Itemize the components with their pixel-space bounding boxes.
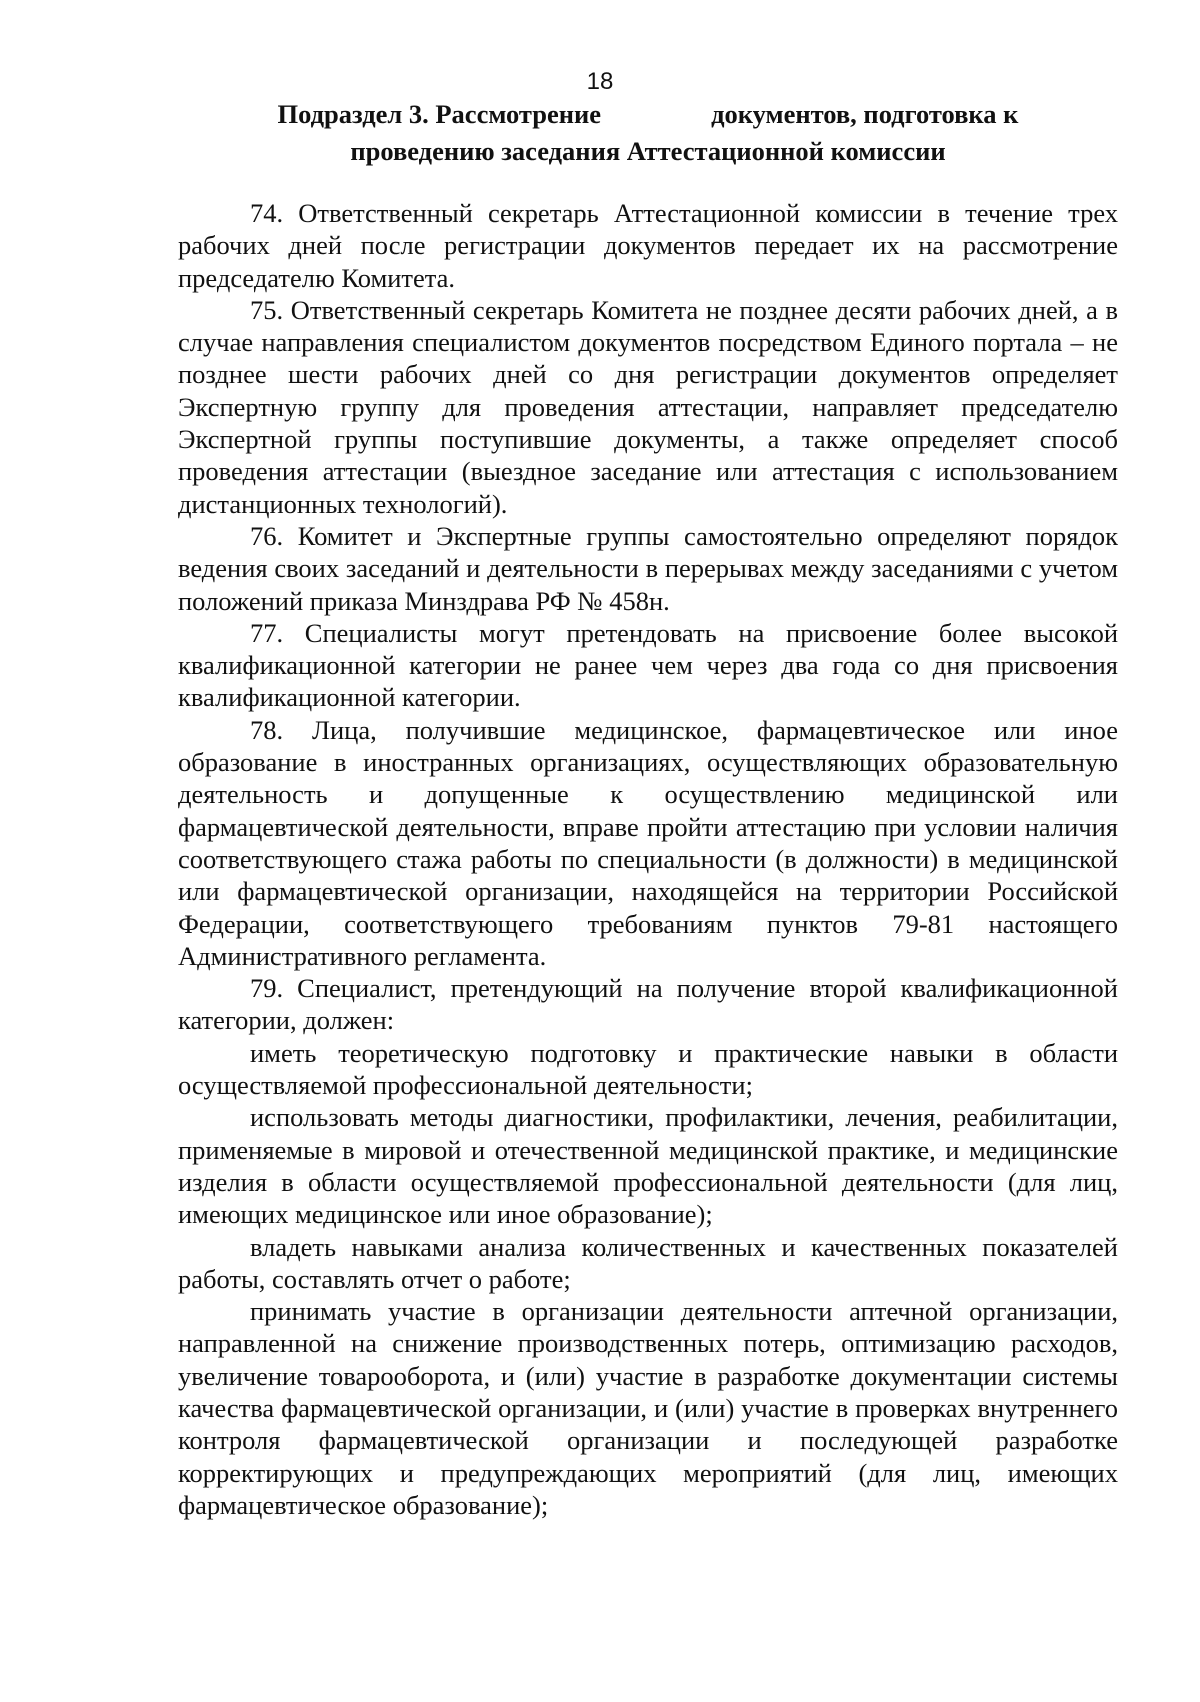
heading-line-2: проведению заседания Аттестационной комиссии — [350, 136, 946, 166]
paragraph-79: 79. Специалист, претендующий на получение второй квалификационной категории, должен: — [178, 973, 1118, 1036]
page-number: 18 — [586, 68, 614, 95]
paragraph-75: 75. Ответственный секретарь Комитета не позднее десяти рабочих дней, а в случае направления специалистом документов посредством Единого портала – не позднее шести рабочих дней со дня регистрации документов определяет Экспертную группу для проведения аттестации, направляет председателю Экспертной группы поступившие документы, а также определяет способ проведения аттестации (выездное заседание или аттестация с использованием дистанционных технологий). — [178, 294, 1118, 519]
heading-part-2: документов, подготовка к — [711, 99, 1019, 129]
paragraph-74: 74. Ответственный секретарь Аттестационной комиссии в течение трех рабочих дней после регистрации документов передает их на рассмотрение председателю Комитета. — [178, 198, 1118, 293]
paragraph-78: 78. Лица, получившие медицинское, фармацевтическое или иное образование в иностранных организациях, осуществляющих образовательную деятельность и допущенные к осуществлению медицинской или фармацевтической деятельности, вправе пройти аттестацию при условии наличия соответствующего стажа работы по специальности (в должности) в медицинской или фармацевтической организации, находящейся на территории Российской Федерации, соответствующего требованиям пунктов 79-81 настоящего Административного регламента. — [178, 714, 1118, 971]
requirement-item: принимать участие в организации деятельности аптечной организации, направленной на снижение производственных потерь, оптимизацию расходов, увеличение товарооборота, и (или) участие в разработке документации системы качества фармацевтической организации, и (или) участие в проверках внутреннего контроля фармацевтической организации и последующей разработке корректирующих и предупреждающих мероприятий (для лиц, имеющих фармацевтическое образование); — [178, 1296, 1118, 1520]
requirement-item: иметь теоретическую подготовку и практические навыки в области осуществляемой профессиональной деятельности; — [178, 1037, 1118, 1101]
requirement-item: использовать методы диагностики, профилактики, лечения, реабилитации, применяемые в мировой и отечественной медицинской практике, и медицинские изделия в области осуществляемой профессиональной деятельности (для лиц, имеющих медицинское или иное образование); — [178, 1102, 1118, 1230]
requirement-item: владеть навыками анализа количественных и качественных показателей работы, составлять отчет о работе; — [178, 1231, 1118, 1294]
heading-part-1: Подраздел 3. Рассмотрение — [277, 99, 602, 129]
section-heading — [178, 96, 1118, 170]
document-body — [178, 197, 1118, 1521]
paragraph-77: 77. Специалисты могут претендовать на присвоение более высокой квалификационной категории не ранее чем через два года со дня присвоения квалификационной категории. — [178, 617, 1118, 713]
paragraph-76: 76. Комитет и Экспертные группы самостоятельно определяют порядок ведения своих заседаний и деятельности в перерывах между заседаниями с учетом положений приказа Минздрава РФ № 458н. — [178, 520, 1118, 616]
